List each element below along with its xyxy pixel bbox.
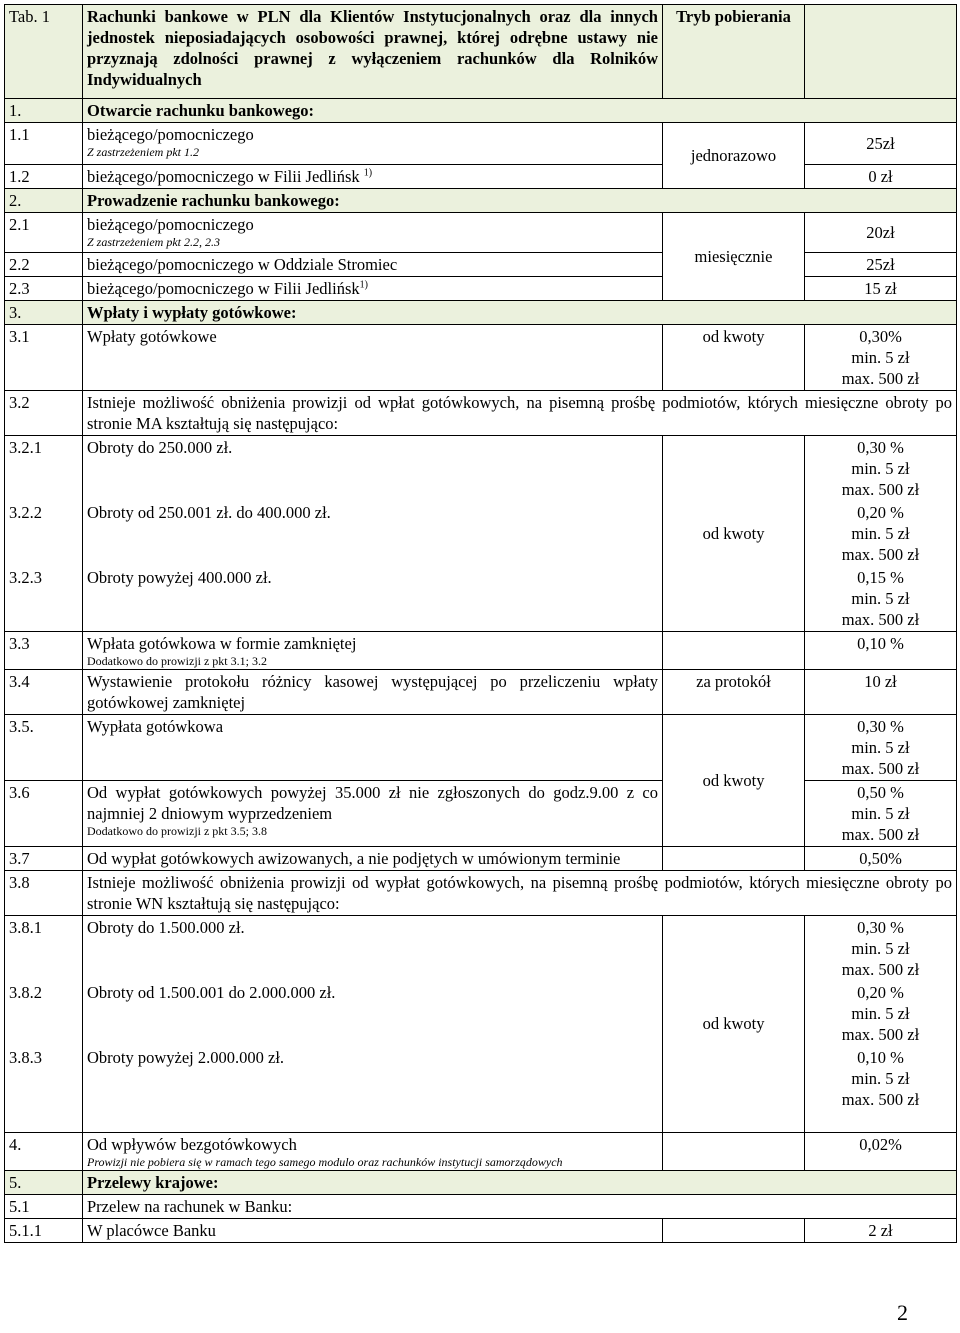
row-fee: 0 zł bbox=[805, 165, 957, 189]
section-title: Otwarcie rachunku bankowego: bbox=[83, 99, 957, 123]
fee-header bbox=[805, 5, 957, 99]
row-text: Wpłaty gotówkowe bbox=[83, 325, 663, 391]
row-text: Obroty od 1.500.001 do 2.000.000 zł. bbox=[83, 981, 663, 1046]
table-row bbox=[5, 1132, 957, 1170]
fee-max: max. 500 zł bbox=[841, 1090, 920, 1109]
section-number: 1. bbox=[5, 99, 83, 123]
row-number: 3.5. bbox=[5, 715, 83, 781]
section-row bbox=[5, 189, 957, 213]
row-label: bieżącego/pomocniczego bbox=[87, 125, 254, 144]
row-number: 3.2.3 bbox=[5, 566, 83, 632]
row-fee bbox=[805, 781, 957, 847]
row-fee: 10 zł bbox=[805, 670, 957, 715]
row-number: 3.8.1 bbox=[5, 916, 83, 982]
section-number: 2. bbox=[5, 189, 83, 213]
row-mode: od kwoty bbox=[663, 325, 805, 391]
table-row bbox=[5, 1218, 957, 1242]
row-text: Istnieje możliwość obniżenia prowizji od wypłat gotówkowych, na pisemną prośbę podmiotów, których miesięczne obroty po stronie WN kształtują się następująco: bbox=[83, 871, 957, 916]
row-text bbox=[83, 781, 663, 847]
row-text: Przelew na rachunek w Banku: bbox=[83, 1194, 957, 1218]
mode-header: Tryb pobierania bbox=[663, 5, 805, 99]
fee-min: min. 5 zł bbox=[851, 524, 910, 543]
row-note: Z zastrzeżeniem pkt 1.2 bbox=[87, 145, 199, 159]
row-number: 3.3 bbox=[5, 632, 83, 670]
row-text: Obroty do 250.000 zł. bbox=[83, 436, 663, 502]
row-number: 3.8.2 bbox=[5, 981, 83, 1046]
row-number: 3.1 bbox=[5, 325, 83, 391]
table-row bbox=[5, 277, 957, 301]
row-number: 1.2 bbox=[5, 165, 83, 189]
row-number: 5.1 bbox=[5, 1194, 83, 1218]
row-fee: 0,02% bbox=[805, 1132, 957, 1170]
fee-rate: 0,30 % bbox=[857, 717, 904, 736]
fee-max: max. 500 zł bbox=[841, 369, 920, 388]
row-text: Istnieje możliwość obniżenia prowizji od wpłat gotówkowych, na pisemną prośbę podmiotów, których miesięczne obroty po stronie MA kształtują się następująco: bbox=[83, 391, 957, 436]
row-number: 4. bbox=[5, 1132, 83, 1170]
row-fee: 25zł bbox=[805, 123, 957, 165]
fee-min: min. 5 zł bbox=[851, 1069, 910, 1088]
row-number: 1.1 bbox=[5, 123, 83, 165]
row-mode: miesięcznie bbox=[663, 213, 805, 301]
row-fee bbox=[805, 566, 957, 632]
fee-max: max. 500 zł bbox=[841, 1025, 920, 1044]
footnote-marker: 1) bbox=[363, 167, 373, 179]
table-row bbox=[5, 847, 957, 871]
row-mode-empty bbox=[663, 632, 805, 670]
row-number: 3.8.3 bbox=[5, 1046, 83, 1132]
tab-label: Tab. 1 bbox=[5, 5, 83, 99]
fee-min: min. 5 zł bbox=[851, 459, 910, 478]
row-text: Obroty od 250.001 zł. do 400.000 zł. bbox=[83, 501, 663, 566]
fee-min: min. 5 zł bbox=[851, 738, 910, 757]
row-mode: za protokół bbox=[663, 670, 805, 715]
row-number: 3.8 bbox=[5, 871, 83, 916]
table-row bbox=[5, 566, 957, 632]
row-note: Dodatkowo do prowizji z pkt 3.5; 3.8 bbox=[87, 824, 267, 838]
row-label: Od wypłat gotówkowych powyżej 35.000 zł nie zgłoszonych do godz.9.00 z co najmniej 2 dniowym wyprzedzeniem bbox=[87, 783, 658, 823]
row-fee: 0,50% bbox=[805, 847, 957, 871]
row-mode: jednorazowo bbox=[663, 123, 805, 189]
row-label: Wpłata gotówkowa w formie zamkniętej bbox=[87, 634, 357, 653]
table-header-row bbox=[5, 5, 957, 99]
fee-max: max. 500 zł bbox=[841, 759, 920, 778]
fee-rate: 0,30 % bbox=[857, 438, 904, 457]
row-fee bbox=[805, 715, 957, 781]
row-number: 2.2 bbox=[5, 253, 83, 277]
row-text bbox=[83, 1132, 663, 1170]
table-row bbox=[5, 981, 957, 1046]
row-label: bieżącego/pomocniczego bbox=[87, 215, 254, 234]
row-number: 3.2 bbox=[5, 391, 83, 436]
fee-min: min. 5 zł bbox=[851, 804, 910, 823]
footnote-marker: 1) bbox=[359, 279, 368, 291]
table-row bbox=[5, 1194, 957, 1218]
row-number: 2.1 bbox=[5, 213, 83, 253]
table-row bbox=[5, 436, 957, 502]
row-fee bbox=[805, 436, 957, 502]
row-mode: od kwoty bbox=[663, 916, 805, 1133]
row-fee bbox=[805, 501, 957, 566]
row-fee bbox=[805, 325, 957, 391]
row-fee bbox=[805, 1046, 957, 1132]
table-row bbox=[5, 213, 957, 253]
row-fee: 25zł bbox=[805, 253, 957, 277]
fee-rate: 0,30% bbox=[859, 327, 902, 346]
table-row bbox=[5, 871, 957, 916]
table-row bbox=[5, 1046, 957, 1132]
table-row bbox=[5, 781, 957, 847]
section-title: Wpłaty i wypłaty gotówkowe: bbox=[83, 301, 957, 325]
row-text: Wypłata gotówkowa bbox=[83, 715, 663, 781]
row-text: Obroty do 1.500.000 zł. bbox=[83, 916, 663, 982]
row-number: 3.6 bbox=[5, 781, 83, 847]
row-text: W placówce Banku bbox=[83, 1218, 663, 1242]
section-title: Prowadzenie rachunku bankowego: bbox=[83, 189, 957, 213]
row-text: Wystawienie protokołu różnicy kasowej występującej po przeliczeniu wpłaty gotówkowej zamkniętej bbox=[83, 670, 663, 715]
row-note: Z zastrzeżeniem pkt 2.2, 2.3 bbox=[87, 235, 220, 249]
table-row bbox=[5, 916, 957, 982]
row-mode-empty bbox=[663, 847, 805, 871]
fee-table bbox=[4, 4, 957, 1243]
row-fee: 15 zł bbox=[805, 277, 957, 301]
section-title: Przelewy krajowe: bbox=[83, 1170, 957, 1194]
row-label: bieżącego/pomocniczego w Filii Jedlińsk bbox=[87, 279, 360, 298]
fee-max: max. 500 zł bbox=[841, 610, 920, 629]
section-row bbox=[5, 301, 957, 325]
row-fee bbox=[805, 916, 957, 982]
fee-rate: 0,20 % bbox=[857, 983, 904, 1002]
row-number: 3.2.2 bbox=[5, 501, 83, 566]
row-mode: od kwoty bbox=[663, 436, 805, 632]
fee-rate: 0,50 % bbox=[857, 783, 904, 802]
row-fee: 2 zł bbox=[805, 1218, 957, 1242]
row-mode: od kwoty bbox=[663, 715, 805, 847]
fee-max: max. 500 zł bbox=[841, 825, 920, 844]
fee-rate: 0,20 % bbox=[857, 503, 904, 522]
row-label: bieżącego/pomocniczego w Filii Jedlińsk bbox=[87, 167, 360, 186]
section-row bbox=[5, 99, 957, 123]
table-row bbox=[5, 165, 957, 189]
fee-min: min. 5 zł bbox=[851, 589, 910, 608]
fee-rate: 0,15 % bbox=[857, 568, 904, 587]
table-title: Rachunki bankowe w PLN dla Klientów Instytucjonalnych oraz dla innych jednostek nieposiadających osobowości prawnej, której odrębne ustawy nie przyznają zdolności prawnej z wyłączeniem rachunków dla Rolników Indywidualnych bbox=[83, 5, 663, 99]
row-text: bieżącego/pomocniczego w Oddziale Stromiec bbox=[83, 253, 663, 277]
table-row bbox=[5, 253, 957, 277]
fee-min: min. 5 zł bbox=[851, 348, 910, 367]
fee-min: min. 5 zł bbox=[851, 939, 910, 958]
fee-rate: 0,30 % bbox=[857, 918, 904, 937]
row-text: Obroty powyżej 2.000.000 zł. bbox=[83, 1046, 663, 1132]
row-fee: 0,10 % bbox=[805, 632, 957, 670]
row-text bbox=[83, 123, 663, 165]
row-text: Od wypłat gotówkowych awizowanych, a nie podjętych w umówionym terminie bbox=[83, 847, 663, 871]
section-row bbox=[5, 1170, 957, 1194]
row-note: Prowizji nie pobiera się w ramach tego samego modulo oraz rachunków instytucji samorządowych bbox=[87, 1154, 563, 1169]
row-number: 3.2.1 bbox=[5, 436, 83, 502]
row-text bbox=[83, 277, 663, 301]
page-number: 2 bbox=[897, 1300, 908, 1325]
fee-max: max. 500 zł bbox=[841, 960, 920, 979]
section-number: 5. bbox=[5, 1170, 83, 1194]
table-row bbox=[5, 325, 957, 391]
row-label: Od wpływów bezgotówkowych bbox=[87, 1134, 297, 1154]
row-text: Obroty powyżej 400.000 zł. bbox=[83, 566, 663, 632]
row-number: 2.3 bbox=[5, 277, 83, 301]
row-fee: 20zł bbox=[805, 213, 957, 253]
row-fee bbox=[805, 981, 957, 1046]
row-number: 3.7 bbox=[5, 847, 83, 871]
fee-rate: 0,10 % bbox=[857, 1048, 904, 1067]
fee-max: max. 500 zł bbox=[841, 480, 920, 499]
row-number: 3.4 bbox=[5, 670, 83, 715]
table-row bbox=[5, 501, 957, 566]
row-number: 5.1.1 bbox=[5, 1218, 83, 1242]
row-text bbox=[83, 213, 663, 253]
row-note: Dodatkowo do prowizji z pkt 3.1; 3.2 bbox=[87, 654, 267, 668]
table-row bbox=[5, 632, 957, 670]
row-mode-empty bbox=[663, 1132, 805, 1170]
table-row bbox=[5, 391, 957, 436]
row-mode-empty bbox=[663, 1218, 805, 1242]
table-row bbox=[5, 670, 957, 715]
table-row bbox=[5, 715, 957, 781]
fee-max: max. 500 zł bbox=[841, 545, 920, 564]
fee-min: min. 5 zł bbox=[851, 1004, 910, 1023]
table-row bbox=[5, 123, 957, 165]
row-text bbox=[83, 632, 663, 670]
section-number: 3. bbox=[5, 301, 83, 325]
row-text bbox=[83, 165, 663, 189]
